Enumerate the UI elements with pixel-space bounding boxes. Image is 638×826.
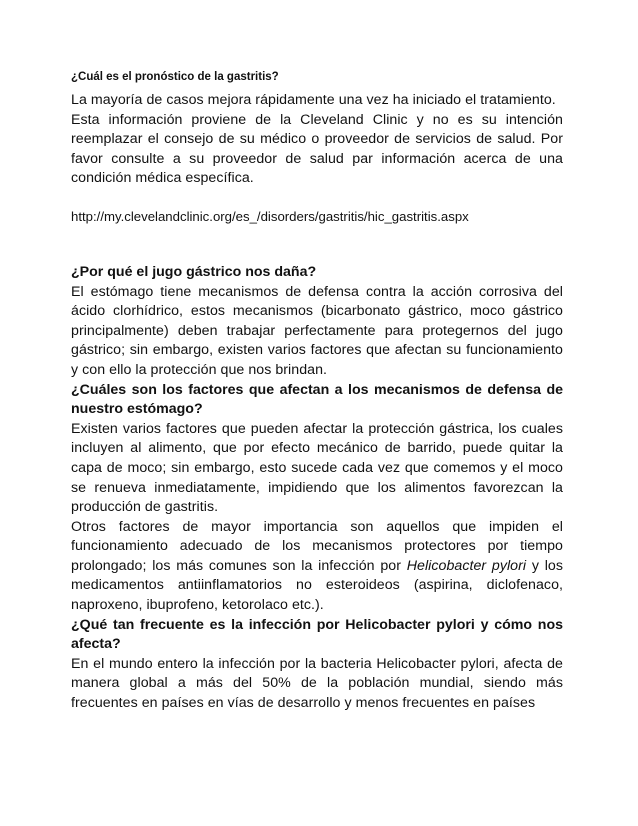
defense-factors-paragraph: Existen varios factores que pueden afectar la protección gástrica, los cuales incluyen al alimento, que por efecto mecánico de barrido, puede quitar la capa de moco; sin embargo, esto sucede cada vez que comemos y el moco se renueva inmediatamente, impidiendo que los alimentos favorezcan la producción de gastritis. [71,420,563,516]
gastric-juice-heading: ¿Por qué el jugo gástrico nos daña? [71,263,317,280]
other-factors-paragraph [71,518,563,616]
helicobacter-frequency-paragraph: En el mundo entero la infección por la bacteria Helicobacter pylori, afecta de manera global a más del 50% de la población mundial, siendo más frecuentes en países en vías de desarrollo y menos frecuentes en países [71,655,563,712]
gastric-juice-paragraph: El estómago tiene mecanismos de defensa contra la acción corrosiva del ácido clorhídrico, estos mecanismos (bicarbonato gástrico, moco gástrico principalmente) deben trabajar perfectamente para protegernos del jugo gástrico; sin embargo, existen varios factores que afectan su funcionamiento y con ello la protección que nos brindan. [71,283,563,378]
helicobacter-frequency-heading: ¿Qué tan frecuente es la infección por Helicobacter pylori y cómo nos afecta? [71,616,563,653]
other-factors-text-end: y los medicamentos antiinflamatorios no esteroideos (aspirina, diclofenaco, naproxeno, ibuprofeno, ketorolaco etc.). [71,557,563,614]
disclaimer-paragraph: Esta información proviene de la Cleveland Clinic y no es su intención reemplazar el consejo de su médico o proveedor de servicios de salud. Por favor consulte a su proveedor de salud par información acerca de una condición médica específica. [71,111,563,187]
helicobacter-italic: Helicobacter pylori [406,557,527,574]
source-url: http://my.clevelandclinic.org/es_/disorders/gastritis/hic_gastritis.aspx [71,208,469,224]
prognosis-paragraph: La mayoría de casos mejora rápidamente una vez ha iniciado el tratamiento. [71,92,556,108]
other-factors-text-start: Otros factores de mayor importancia son aquellos que impiden el funcionamiento adecuado de los mecanismos protectores por tiempo prolongado; los más comunes son la infección por [71,518,563,574]
document-content [71,70,563,714]
prognosis-heading: ¿Cuál es el pronóstico de la gastritis? [71,71,279,83]
defense-factors-heading: ¿Cuáles son los factores que afectan a los mecanismos de defensa de nuestro estómago? [71,381,563,418]
